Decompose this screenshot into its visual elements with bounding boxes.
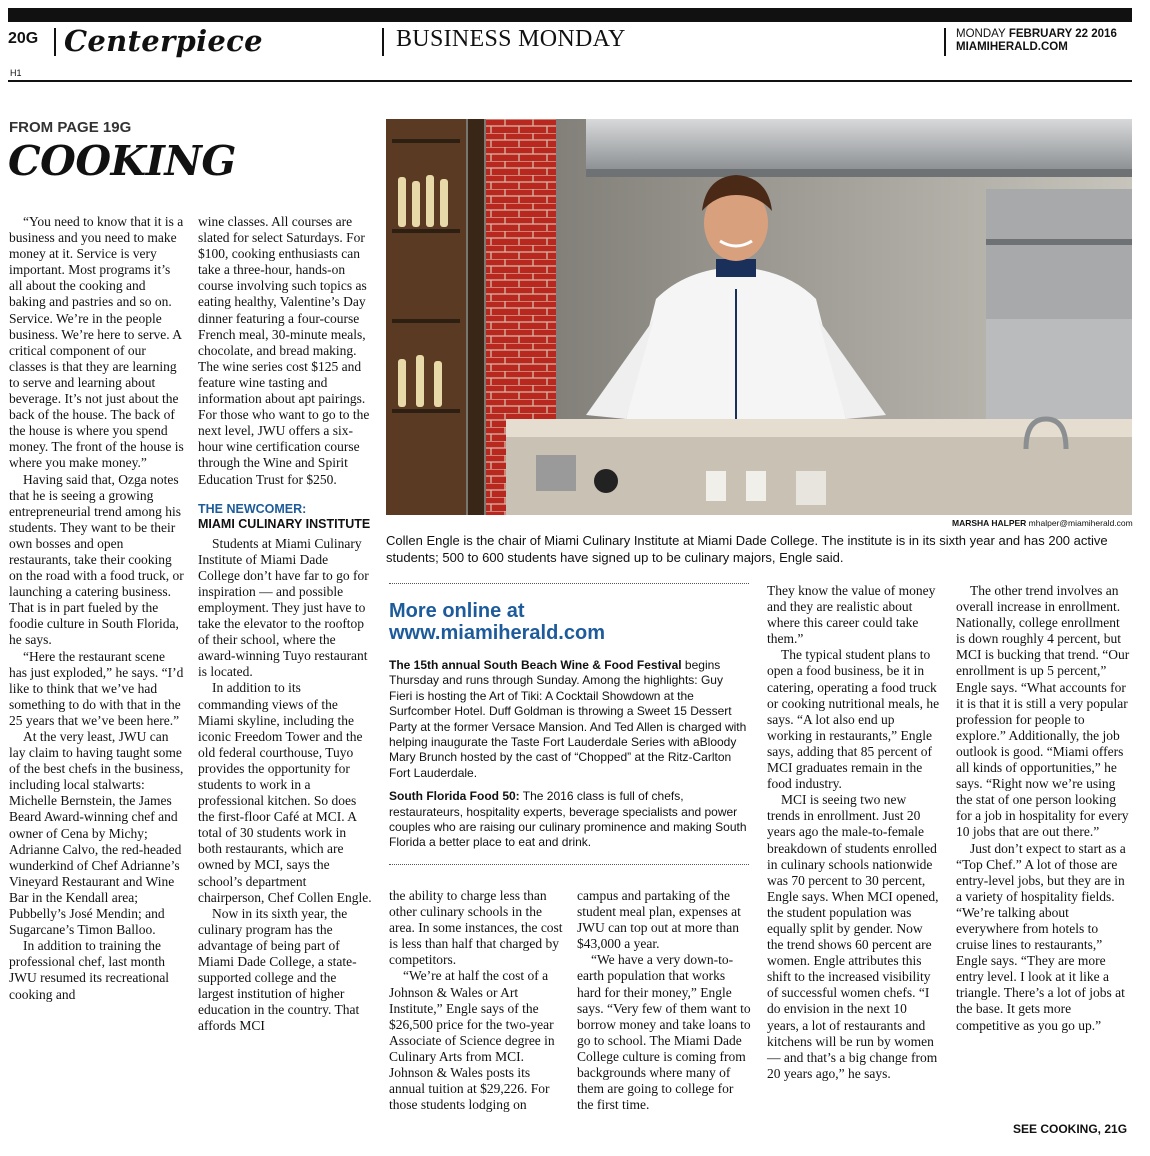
paragraph: Students at Miami Culinary Institute of Miami Dade College don’t have far to go for inspiration — and possible employment. They just have to take the elevator to the rooftop of their school, where the award-winning Tuyo restaurant is located. (198, 535, 369, 680)
business-label: BUSINESS MONDAY (396, 26, 626, 52)
online-item (389, 658, 749, 781)
online-title-url[interactable]: www.miamiherald.com (389, 622, 605, 644)
article-column-6 (956, 583, 1132, 1034)
site-name: MIAMIHERALD.COM (956, 41, 1068, 53)
paragraph: campus and partaking of the student meal plan, expenses at JWU can top out at more than $43,000 a year. (577, 888, 741, 952)
online-item-text: begins Thursday and runs through Sunday. Among the highlights: Guy Fieri is hosting the Art of Tiki: A Cocktail Showdown at the Surfcomber Hotel. Duff Goldman is throwing a Sweet 15 Dessert Party at the former Versace Mansion. And Ted Allen is charged with helping inaugurate the Taste Fort Lauderdale Series with aBloody Mary Brunch hosted by the cast of “Chopped” at the Ritz-Carlton Fort Lauderdale. (389, 658, 747, 780)
paragraph: MCI is seeing two new trends in enrollment. Just 20 years ago the male-to-female breakdown of students enrolled in culinary schools nationwide was 70 percent to 30 percent, Engle says. When MCI opened, the student population was equally split by gender. Now the trend shows 60 percent are women. Engle attributes this shift to the increased visibility of successful women chefs. “I do envision in the next 10 years, a lot of restaurants and kitchens will be run by women — and that’s a big change from 20 years ago,” he says. (767, 792, 939, 1081)
paragraph: Just don’t expect to start as a “Top Chef.” A lot of those are entry-level jobs, but they are in a variety of hospitality fields. “We’re talking about everywhere from hotels to cruise lines to restaurants,” Engle says. “They are more entry level. I look at it like a triangle. There’s a lot of jobs at the base. It gets more competitive as you go up.” (956, 840, 1126, 1033)
subhead-line-2: MIAMI CULINARY INSTITUTE (198, 516, 371, 531)
paragraph: “You need to know that it is a business and you need to make money at it. Service is very important. Most programs it’s all about the cooking and baking and pastries and so on. Service. We’re in the people business. We’re here to serve. A critical component of our classes is that they are learning to serve and learning about beverage. It’s not just about the back of the house. The back of the house is where you spend money. The front of the house is where you make money.” (9, 214, 184, 471)
edition-tag: H1 (10, 68, 22, 78)
header-rule (8, 80, 1132, 82)
online-item-lead: The 15th annual South Beach Wine & Food Festival (389, 658, 682, 672)
photographer-name: MARSHA HALPER (952, 518, 1027, 528)
page-number: 20G (8, 30, 39, 47)
date-day: MONDAY (956, 28, 1006, 40)
online-item (389, 789, 749, 851)
headline: COOKING (8, 137, 236, 185)
article-column-1 (9, 214, 185, 1003)
paragraph: wine classes. All courses are slated for select Saturdays. For $100, cooking enthusiasts can take a three-hour, hands-on course involving such topics as eating healthy, Valentine’s Day dinner featuring a four-course French meal, 30-minute meals, chocolate, and bread making. The wine series cost $125 and feature wine tasting and information about apt pairings. For those who want to go to the next level, JWU offers a six-hour wine certification course through the Wine and Spirit Education Trust for $250. (198, 214, 370, 487)
online-box-rule (389, 583, 749, 584)
article-column-3 (389, 888, 563, 1113)
masthead-bar (8, 8, 1132, 22)
paragraph: At the very least, JWU can lay claim to having taught some of the best chefs in the business, including local stalwarts: Michelle Bernstein, the James Beard Award-winning chef and owner of Cena by Michy; Adrianne Calvo, the red-headed wunderkind of Chef Adrianne’s Vineyard Restaurant and Wine Bar in the Kendall area; Pubbelly’s José Mendin; and Sugarcane’s Timon Balloo. (9, 729, 184, 938)
paragraph: “We have a very down-to-earth population that works hard for their money,” Engle says. “Very few of them want to borrow money and take loans to go to school. The Miami Dade College culture is coming from backgrounds where many of them are going to college for the first time. (577, 952, 751, 1113)
photo-caption: Collen Engle is the chair of Miami Culinary Institute at Miami Dade College. The institute is in its sixth year and has 200 active students; 500 to 600 students have signed up to be culinary majors, Engle said. (386, 533, 1108, 565)
subhead-line-1: THE NEWCOMER: (198, 501, 307, 516)
online-item-text: The 2016 class is full of chefs, restaurateurs, hospitality experts, beverage specialists and power couples who are raising our culinary prominence and making South Florida a better place to eat and drink. (389, 789, 747, 850)
article-column-5 (767, 583, 942, 1082)
section-name: Centerpiece (64, 24, 263, 58)
article-column-4 (577, 888, 751, 1113)
paragraph: In addition to training the professional chef, last month JWU resumed its recreational cooking and (9, 938, 170, 1002)
paragraph: “We’re at half the cost of a Johnson & Wales or Art Institute,” Engle says of the $26,500 price for the two-year Associate of Science degree in Culinary Arts from MCI. Johnson & Wales posts its annual tuition at $29,226. For those students lodging on (389, 968, 555, 1113)
paragraph: Having said that, Ozga notes that he is seeing a growing entrepreneurial trend among his students. They want to be their own bosses and open restaurants, take their cooking on the road with a food truck, or launching a catering business. That is in part fueled by the foodie culture in South Florida, he says. (9, 471, 184, 648)
paragraph: The typical student plans to open a food business, be it in catering, operating a food truck or cooking nutritional meals, he says. “A lot also end up working in restaurants,” Engle says, adding that 85 percent of MCI graduates remain in the food industry. (767, 647, 940, 792)
paragraph: In addition to its commanding views of the Miami skyline, including the iconic Freedom Tower and the old federal courthouse, Tuyo provides the opportunity for students to work in a professional kitchen. So does the first-floor Café at MCI. A total of 30 students work in both restaurants, which are owned by MCI, says the school’s department chairperson, Chef Collen Engle. (198, 680, 372, 905)
photo-credit (952, 518, 1133, 528)
kicker: FROM PAGE 19G (9, 119, 132, 136)
header-divider (382, 28, 384, 56)
photographer-email: mhalper@miamiherald.com (1028, 518, 1133, 528)
paragraph: The other trend involves an overall increase in enrollment. Nationally, college enrollment is down roughly 4 percent, but MCI is bucking that trend. “Our enrollment is up 5 percent,” Engle says. “What accounts for it is that it is still a very popular profession for people to explore.” Additionally, the job outlook is good. “Miami offers all kinds of opportunities,” he says. “Right now we’re using the stat of one person looking for a job in hospitality for every 10 jobs that are out there.” (956, 583, 1130, 840)
article-column-2 (198, 214, 372, 1035)
online-item-lead: South Florida Food 50: (389, 789, 520, 804)
online-title-line-1: More online at (389, 600, 525, 622)
header-divider (54, 28, 56, 56)
jump-line: SEE COOKING, 21G (1013, 1122, 1128, 1136)
paragraph: the ability to charge less than other culinary schools in the area. In some instances, the cost is less than half that charged by competitors. (389, 888, 563, 968)
online-box-body (389, 658, 749, 859)
online-box-title (389, 600, 749, 644)
subhead-newcomer (198, 502, 372, 532)
dateline (956, 28, 1117, 54)
paragraph: “Here the restaurant scene has just exploded,” he says. “I’d like to think that we’ve had something to do with that in the 25 years that we’ve been here.” (9, 648, 184, 728)
header-divider (944, 28, 946, 56)
date: FEBRUARY 22 2016 (1008, 28, 1117, 40)
paragraph: Now in its sixth year, the culinary program has the advantage of being part of Miami Dade College, a state-supported college and the largest institution of higher education in the country. That affords MCI (198, 905, 360, 1034)
page-header (8, 24, 1132, 64)
online-box-rule (389, 864, 749, 865)
kitchen-illustration (386, 119, 1132, 515)
paragraph: They know the value of money and they are realistic about where this career could take them.” (767, 583, 936, 647)
chef-photo (386, 119, 1132, 515)
